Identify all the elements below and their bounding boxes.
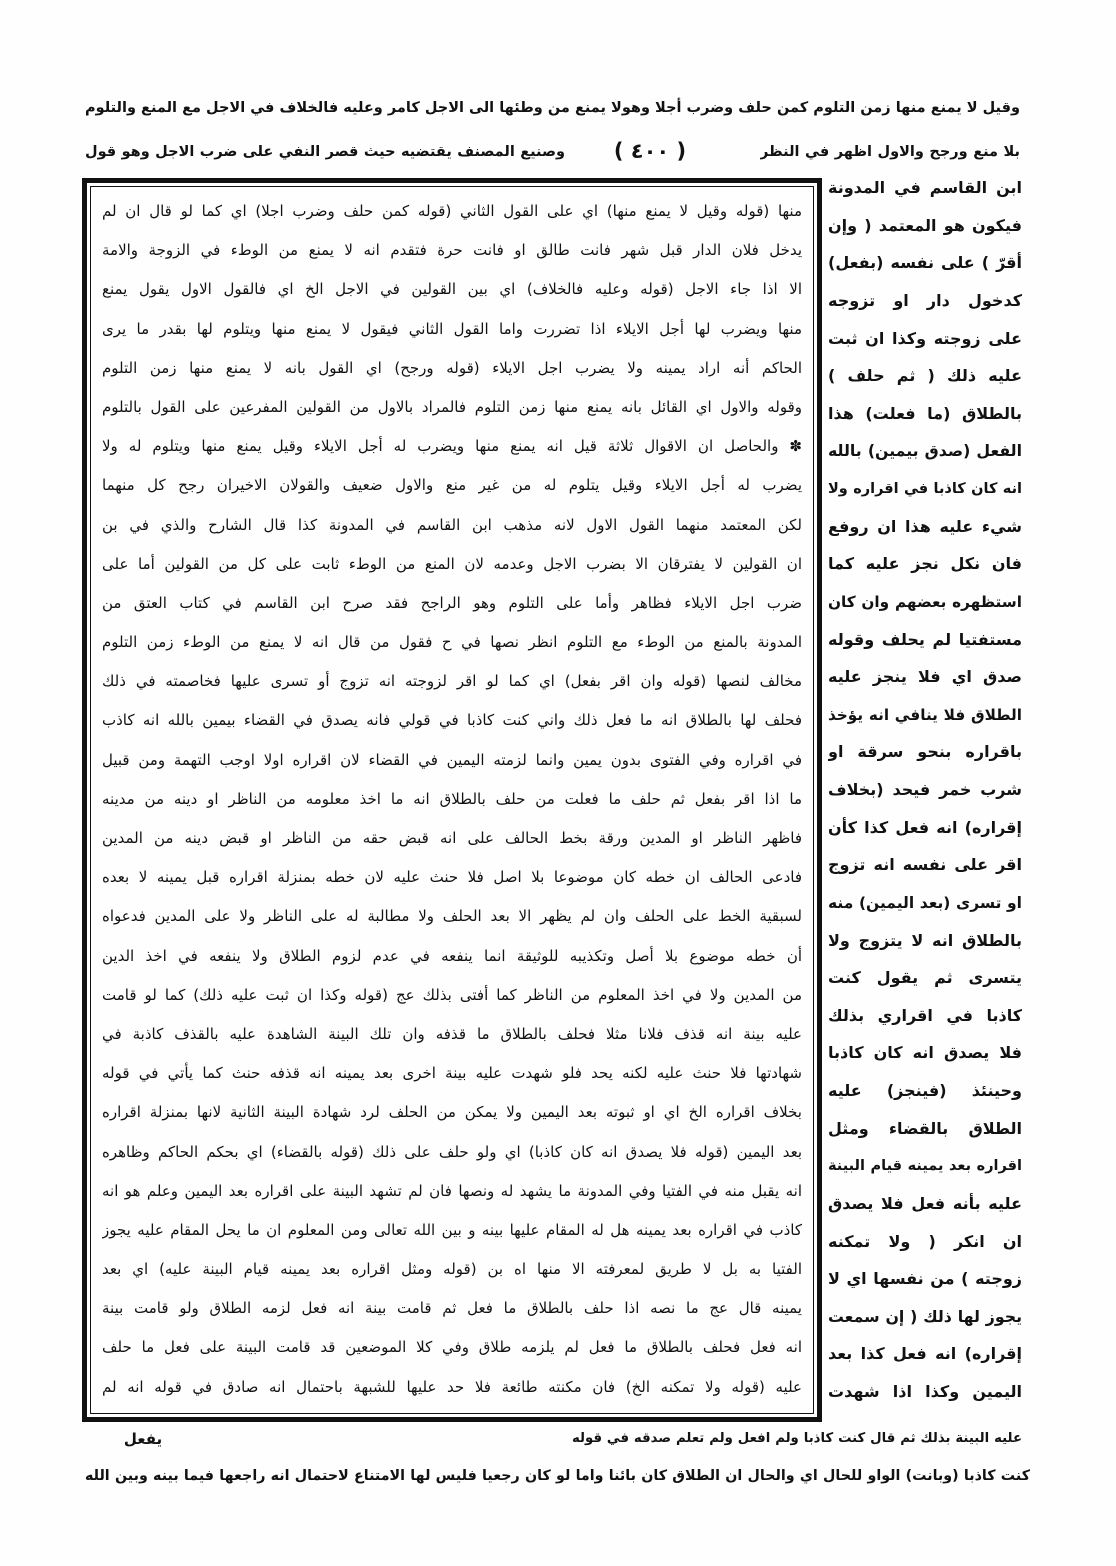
main-text-second-line-left: وصنيع المصنف يقتضيه حيث قصر النفي على ضرب الاجل وهو قول <box>85 144 565 160</box>
side-column-line: يتسرى ثم يقول كنت <box>828 968 1022 988</box>
side-column-line: على زوجته وكذا ان ثبت <box>828 328 1022 348</box>
commentary-line: ان القولين لا يفترقان الا بضرب الاجل وعدمه لان المنع من الوطء ثابت على كل من القولين أما على <box>102 554 802 573</box>
side-column-line: اليمين وكذا اذا شهدت <box>828 1382 1022 1401</box>
commentary-line: شهادتها فلا حنث عليه لكنه يحد فلو شهدت عليه بينة اخرى بعد يمينه انه قذفه حنث كما يأتي في قوله <box>102 1064 802 1083</box>
side-column-line: ان انكر ( ولا تمكنه <box>828 1231 1022 1251</box>
side-column-line: إقراره) انه فعل كذا كأن <box>828 817 1022 837</box>
side-column-line: استظهره بعضهم وان كان <box>828 592 1022 611</box>
commentary-line: الا اذا جاء الاجل (قوله وعليه فالخلاف) اي بين القولين في الاجل الخ اي فالقول الاول يقول يمنع <box>102 280 802 299</box>
side-column-line: الطلاق بالقضاء ومثل <box>828 1118 1022 1138</box>
side-column-line: إقراره) انه فعل كذا بعد <box>828 1344 1022 1364</box>
side-column-line: عليه ذلك ( ثم حلف ) <box>828 366 1022 386</box>
commentary-frame <box>82 178 822 1422</box>
commentary-line: ✽ والحاصل ان الاقوال ثلاثة قيل انه يمنع منها ويضرب له أجل الايلاء وقيل يمنع منها ويتلوم له ولا <box>102 437 802 456</box>
commentary-line: مخالف لنصها (قوله وان اقر بفعل) اي كما لو اقر لزوجته انه تزوج أو تسرى عليها فخاصمته في ذلك <box>102 672 802 691</box>
commentary-line: الفتيا به بل لا طريق لمعرفته الا منها اه بن (قوله ومثل اقراره بعد يمينه قيام البينة عليه) اي بعد <box>102 1260 802 1279</box>
side-column-line: أقرّ ) على نفسه (بفعل) <box>828 253 1022 273</box>
commentary-line: من المدين ولا في اخذ المعلوم من الناظر كما أفتى بذلك عج (قوله وكذا ان ثبت عليه ذلك) كما لو قامت <box>102 985 802 1004</box>
main-text-second-line-right: بلا منع ورجح والاول اظهر في النظر <box>760 144 1020 160</box>
side-column-line: يجوز لها ذلك ( إن سمعت <box>828 1306 1022 1326</box>
commentary-line: في اقراره وفي الفتوى بدون يمين وانما لزمته اليمين في القضاء لان اقراره اولا اوجب التهمة ومن قبيل <box>102 750 802 769</box>
side-column-line: ابن القاسم في المدونة <box>828 178 1022 197</box>
side-column-line: او تسرى (بعد اليمين) منه <box>828 893 1022 912</box>
commentary-line: منها ويضرب لها أجل الايلاء اذا تضررت واما القول الثاني فيقول لا يمنع منها ويتلوم لها بقدر ما يرى <box>102 319 802 338</box>
page-number: ( ٤٠٠ ) <box>613 139 687 163</box>
commentary-line: يمينه قال عج ما نصه اذا حلف بالطلاق ما فعل ثم قامت بينة انه فعل لزمه الطلاق ولو قامت بينة <box>102 1299 802 1318</box>
commentary-line: كاذب في اقراره بعد يمينه هل له المقام عليها بينه و بين الله تعالى ومن المعلوم ان ما يحل المقام عليه يجوز <box>102 1220 802 1239</box>
commentary-line: فاظهر الناظر او المدين ورقة بخط الحالف على انه قبض حقه من الناظر او قبض دينه من المدين <box>102 829 802 847</box>
side-column-line: الفعل (صدق بيمين) بالله <box>828 441 1022 461</box>
commentary-line: انه يقبل منه في الفتيا وفي المدونة ما يشهد له ونصها فان لم تشهد البينة على اقراره بعد اليمين وعلم هو انه <box>102 1181 802 1200</box>
side-column-line: زوجته ) من نفسها اي لا <box>828 1269 1022 1289</box>
commentary-line: انه فعل فحلف بالطلاق ما فعل لم يلزمه طلاق وفي كلا الموضعين قد قامت البينة على فعل ما حلف <box>102 1338 802 1357</box>
side-column-line: باقراره بنحو سرقة او <box>828 742 1022 762</box>
side-column-line: انه كان كاذبا في اقراره ولا <box>828 481 1022 497</box>
side-column-line: الطلاق فلا ينافي انه يؤخذ <box>828 705 1022 724</box>
commentary-line: لسبقية الخط على الحلف وان لم يظهر الا بعد الحلف ولا مطالبة له على الناظر ولا على المدين فدعواه <box>102 907 802 926</box>
commentary-line: لكن المعتمد منهما القول الاول لانه مذهب ابن القاسم في المدونة كذا قال الشارح والذي في بن <box>102 515 802 534</box>
commentary-line: يدخل فلان الدار قبل شهر فانت طالق او فانت حرة فتقدم انه لا يمنع من الوطء في الزوجة والامة <box>102 241 802 260</box>
commentary-line: ضرب اجل الايلاء فظاهر وأما على التلوم وهو الراجح فقد صرح ابن القاسم في كتاب العتق من <box>102 593 802 612</box>
side-column-line: كدخول دار او تزوجه <box>828 290 1022 310</box>
side-column-line: كاذبا في اقراري بذلك <box>828 1005 1022 1025</box>
commentary-line: فادعى الحالف ان خطه كان موضوعا بلا اصل فلا حنث عليه لان خطه بمنزلة اقراره قبل يمينه لا بعده <box>102 868 802 887</box>
main-text-below-frame-line: عليه البينة بذلك ثم قال كنت كاذبا ولم افعل ولم تعلم صدقه في قوله <box>572 1431 1022 1446</box>
side-column-line: فلا يصدق انه كان كاذبا <box>828 1043 1022 1063</box>
side-column-line: بالطلاق (ما فعلت) هذا <box>828 403 1022 423</box>
commentary-text-block <box>90 186 814 1414</box>
commentary-line: ما اذا اقر بفعل ثم حلف ما فعلت من حلف بالطلاق انه ما اخذ معلومه من الناظر او دينه من مدينه <box>102 789 802 808</box>
commentary-line: بخلاف اقراره الخ اي او ثبوته بعد اليمين ولا يمكن من الحلف لرد شهادة البينة الثانية لانها بمنزلة اقراره <box>102 1103 802 1122</box>
commentary-line: الحاكم أنه اراد يمينه ولا يضرب اجل الايلاء (قوله ورجح) اي القول بانه لا يمنع منها زمن التلوم <box>102 358 802 377</box>
side-column-line: وحينئذ (فينجز) عليه <box>828 1081 1022 1100</box>
main-text-bottom-line: كنت كاذبا (وبانت) الواو للحال اي والحال ان الطلاق كان بائنا واما لو كان رجعيا فليس لها الامتناع لاحتمال انه راجعها فيما بينه وبين الله <box>85 1468 1030 1484</box>
commentary-line: عليه (قوله ولا تمكنه الخ) فان مكنته طائعة فلا حد عليها للشبهة باحتمال انه صادق في قوله انه لم <box>102 1377 802 1396</box>
commentary-line: عليه بينة انه قذف فلانا مثلا فحلف بالطلاق ما قذفه وان تلك البينة الشاهدة عليه بالقذف كاذبة في <box>102 1024 802 1043</box>
side-column-line: بالطلاق انه لا يتزوج ولا <box>828 930 1022 950</box>
side-column-line: فيكون هو المعتمد ( وإن <box>828 215 1022 235</box>
side-column-line: اقراره بعد يمينه قيام البينة <box>828 1158 1022 1175</box>
side-column-line: عليه بأنه فعل فلا يصدق <box>828 1193 1022 1213</box>
side-column-line: اقر على نفسه انه تزوج <box>828 855 1022 875</box>
main-text-side-column <box>828 172 1022 1408</box>
side-column-line: فان نكل نجز عليه كما <box>828 554 1022 574</box>
commentary-line: فحلف لها بالطلاق انه ما فعل ذلك واني كنت كاذبا في قولي فانه يصدق في القضاء بيمين بالله انه كاذب <box>102 711 802 730</box>
commentary-line: أن خطه موضوع بلا أصل وتكذيبه للوثيقة انما ينفعه في عدم لزوم الطلاق ولا ينفعه في اخذ الدين <box>102 946 802 965</box>
side-column-line: شيء عليه هذا ان روفع <box>828 516 1022 536</box>
commentary-line: بعد اليمين (قوله فلا يصدق انه كان كاذبا) اي ولو حلف على ذلك (قوله بالقضاء) اي بحكم الحاكم وظاهره <box>102 1142 802 1161</box>
side-column-line: صدق اي فلا ينجز عليه <box>828 667 1022 687</box>
main-text-top-line: وقيل لا يمنع منها زمن التلوم كمن حلف وضرب أجلا وهولا يمنع من وطئها الى الاجل كامر وعليه فالخلاف في الاجل مع المنع والتلوم <box>85 100 1020 116</box>
commentary-line: منها (قوله وقيل لا يمنع منها) اي على القول الثاني (قوله كمن حلف وضرب اجلا) اي كما لو قال ان لم <box>102 202 802 220</box>
catchword: يفعل <box>123 1430 163 1448</box>
commentary-line: المدونة بالمنع من الوطء مع التلوم انظر نصها في ح فقول من قال انه لا يمنع من الوطء زمن التلوم <box>102 633 802 652</box>
commentary-line: وقوله والاول اي القائل بانه يمنع منها زمن التلوم فالمراد بالاول من القولين المفرعين على القول بالتلوم <box>102 397 802 416</box>
commentary-line: يضرب له أجل الايلاء وقيل يتلوم له من غير منع والاول ضعيف والقولان الاخيران رجح كل منهما <box>102 476 802 495</box>
side-column-line: شرب خمر فيحد (بخلاف <box>828 780 1022 799</box>
side-column-line: مستفتيا لم يحلف وقوله <box>828 629 1022 649</box>
